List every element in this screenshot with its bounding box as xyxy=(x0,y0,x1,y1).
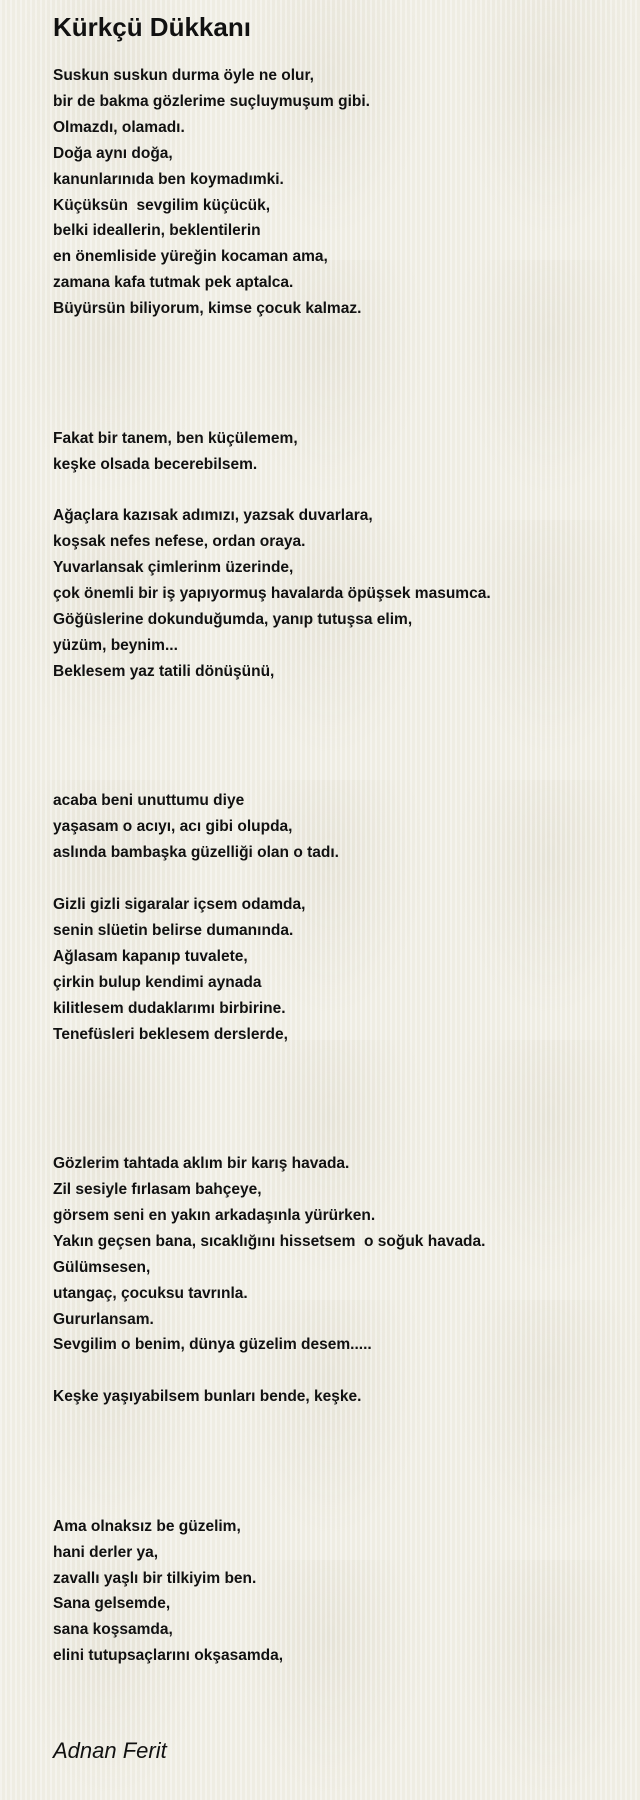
poem-author: Adnan Ferit xyxy=(53,1738,167,1763)
poem-body: Suskun suskun durma öyle ne olur, bir de bakma gözlerime suçluymuşum gibi. Olmazdı, olamadı. Doğa aynı doğa, kanunlarınıda ben koymadımki. Küçüksün sevgilim küçücük, belki ideallerin, beklentilerin en önemliside yüreğin kocaman ama, zamana kafa tutmak pek aptalca. Büyürsün biliyorum, kimse çocuk kalmaz. Fakat bir tanem, ben küçülemem, keşke olsada becerebilsem. Ağaçlara kazısak adımızı, yazsak duvarlara, koşsak nefes nefese, ordan oraya. Yuvarlansak çimlerinm üzerinde, çok önemli bir iş yapıyormuş havalarda öpüşsek masumca. Göğüslerine dokunduğumda, yanıp tutuşsa elim, yüzüm, beynim... Beklesem yaz tatili dönüşünü, acaba beni unuttumu diye yaşasam o acıyı, acı gibi olupda, aslında bambaşka güzelliği olan o tadı. Gizli gizli sigaralar içsem odamda, senin slüetin belirse dumanında. Ağlasam kapanıp tuvalete, çirkin bulup kendimi aynada kilitlesem dudaklarımı birbirine. Tenefüsleri beklesem derslerde, Gözlerim tahtada aklım bir karış havada. Zil sesiyle fırlasam bahçeye, görsem seni en yakın arkadaşınla yürürken. Yakın geçsen bana, sıcaklığını hissetsem o soğuk havada. Gülümsesen, utangaç, çocuksu tavrınla. Gururlansam. Sevgilim o benim, dünya güzelim desem..... Keşke yaşıyabilsem bunları bende, keşke. Ama olnaksız be güzelim, hani derler ya, zavallı yaşlı bir tilkiyim ben. Sana gelsemde, sana koşsamda, elini tutupsaçlarını okşasamda, xyxy=(53,67,491,1665)
poem-title: Kürkçü Dükkanı xyxy=(53,12,251,42)
poem-container xyxy=(53,0,623,1669)
